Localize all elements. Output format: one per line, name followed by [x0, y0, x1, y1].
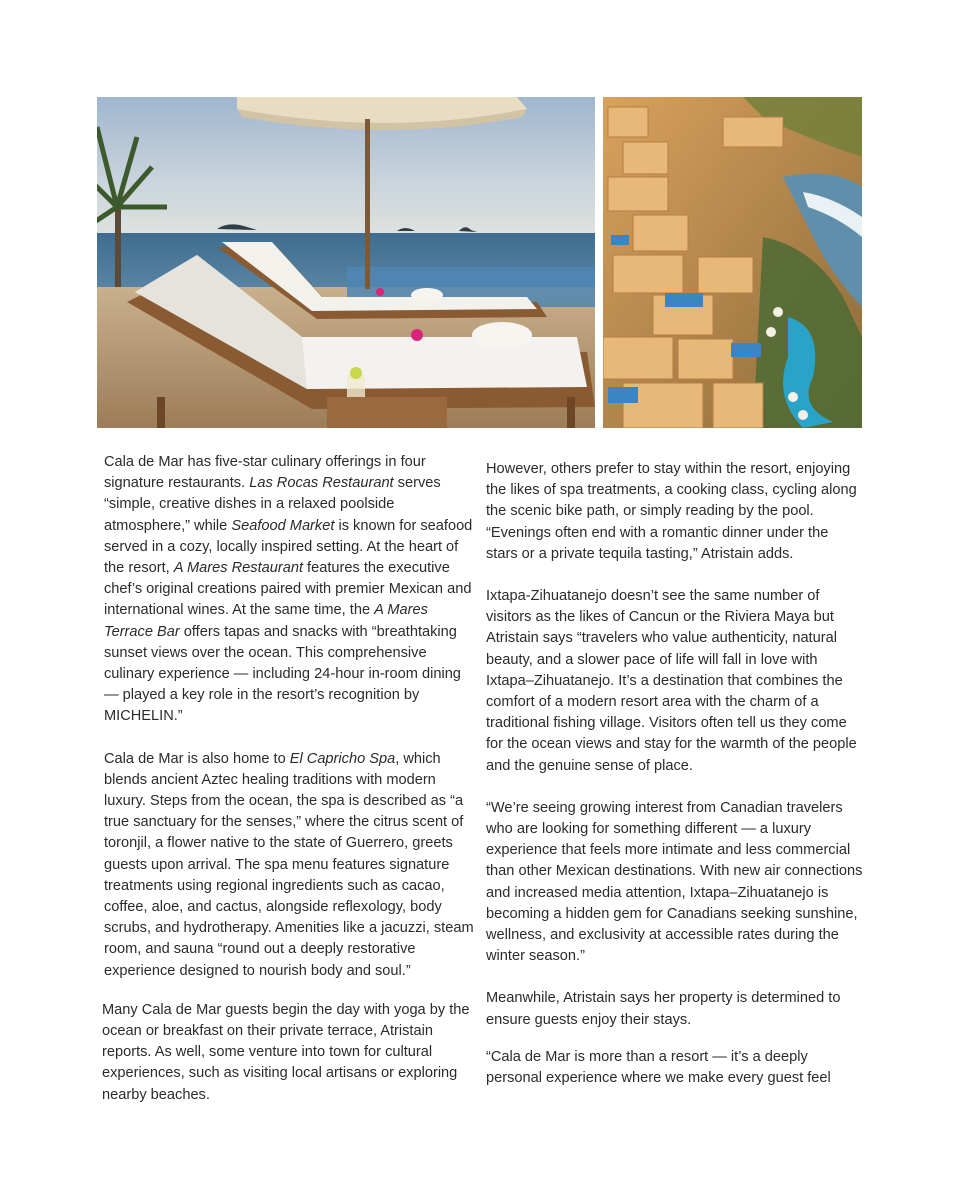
- bar-name: A Mares Terrace Bar: [104, 602, 428, 640]
- paragraph-closing-quote: “Cala de Mar is more than a resort — it’s a deeply personal experience where we make every guest feel: [486, 1048, 831, 1087]
- poolside-loungers-illustration: [97, 97, 595, 428]
- restaurant-name: Seafood Market: [231, 517, 335, 534]
- restaurant-name: A Mares Restaurant: [173, 560, 303, 577]
- spa-name: El Capricho Spa: [289, 750, 396, 767]
- text-span: offers tapas and snacks with “breathtaking sunset views over the ocean. This comprehensive culinary experience — including 24-hour in-room dining — played a key role in the resort’s recognition by MICHELIN.”: [104, 623, 461, 725]
- paragraph-destination: Ixtapa-Zihuatanejo doesn’t see the same number of visitors as the likes of Cancun or the Riviera Maya but Atristain says “travelers who value authenticity, natural beauty, and a slower pace of life will fall in love with Ixtapa–Zihuatanejo. It’s a destination that combines the comfort of a modern resort area with the charm of a traditional fishing village. Visitors often tell us they come for the ocean views and stay for the warmth of the people and the genuine sense of place.: [486, 588, 857, 774]
- paragraph-property: Meanwhile, Atristain says her property is determined to ensure guests enjoy their stays.: [486, 990, 841, 1028]
- poolside-loungers-photo: [97, 97, 595, 428]
- text-span: , which blends ancient Aztec healing traditions with modern luxury. Steps from the ocean, the spa is described as “a true sanctuary for the senses,” where the citrus scent of toronjil, a flower native to the state of Guerrero, greets guests upon arrival. The spa menu features signature treatments using regional ingredients such as cacao, coffee, aloe, and cactus, alongside reflexology, body scrubs, and hydrotherapy. Amenities like a jacuzzi, steam room, and sauna “round out a deeply restorative experience designed to nourish body and soul.”: [104, 750, 474, 979]
- paragraph-culinary: [104, 452, 476, 728]
- text-span: Cala de Mar is also home to: [104, 750, 290, 767]
- article-column-left: [104, 452, 476, 1106]
- text-span: is known for seafood served in a cozy, locally inspired setting. At the heart of the resort,: [104, 517, 473, 577]
- cliffside-resort-aerial-photo: [603, 97, 862, 428]
- article-column-right: [486, 459, 864, 1089]
- paragraph-canadian-travelers: “We’re seeing growing interest from Canadian travelers who are looking for something different — a luxury experience that feels more intimate and less commercial than other Mexican destinations. With new air connections and increased media attention, Ixtapa–Zihuatanejo is becoming a hidden gem for Canadians seeking sunshine, wellness, and exclusivity at accessible rates during the winter season.”: [486, 799, 863, 965]
- text-span: Cala de Mar has five-star culinary offerings in four signature restaurants.: [104, 454, 426, 492]
- text-span: serves “simple, creative dishes in a relaxed poolside atmosphere,” while: [104, 475, 441, 534]
- restaurant-name: Las Rocas Restaurant: [249, 475, 394, 492]
- paragraph-guest-activities: Many Cala de Mar guests begin the day with yoga by the ocean or breakfast on their private terrace, Atristain reports. As well, some venture into town for cultural experiences, such as visiting local artisans or exploring nearby beaches.: [102, 1001, 470, 1103]
- paragraph-spa: [104, 749, 476, 982]
- text-span: features the executive chef’s original creations paired with premier Mexican and international wines. At the same time, the: [104, 560, 472, 619]
- cliffside-resort-illustration: [603, 97, 862, 428]
- paragraph-resort-activities: However, others prefer to stay within the resort, enjoying the likes of spa treatments, a cooking class, cycling along the scenic bike path, or simply reading by the pool. “Evenings often end with a romantic dinner under the stars or a private tequila tasting,” Atristain adds.: [486, 461, 857, 562]
